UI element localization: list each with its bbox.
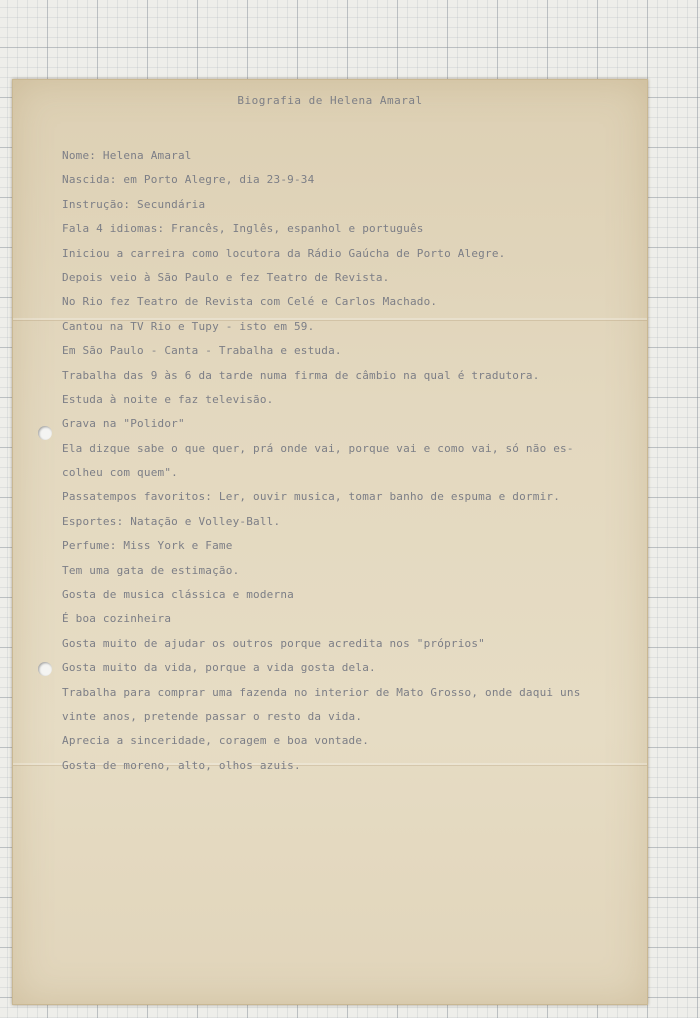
text-line: Grava na "Polidor" — [62, 417, 185, 431]
biography-text — [62, 144, 647, 778]
text-line: Nome: Helena Amaral — [62, 149, 192, 162]
text-line: Fala 4 idiomas: Francês, Inglês, espanhol e português — [62, 222, 424, 236]
text-line: É boa cozinheira — [62, 612, 172, 626]
text-line: Instrução: Secundária — [62, 197, 206, 211]
text-line: Perfume: Miss York e Fame — [62, 539, 233, 553]
text-line: Depois veio à São Paulo e fez Teatro de Revista. — [62, 270, 390, 284]
text-line: vinte anos, pretende passar o resto da vida. — [62, 709, 363, 723]
document-title: Biografia de Helena Amaral — [237, 94, 423, 107]
text-line: Em São Paulo - Canta - Trabalha e estuda. — [62, 344, 342, 358]
text-line: Trabalha para comprar uma fazenda no interior de Mato Grosso, onde daqui uns — [62, 685, 581, 699]
text-line: Esportes: Natação e Volley-Ball. — [62, 514, 281, 528]
text-line: Gosta de moreno, alto, olhos azuis. — [62, 758, 301, 772]
text-line: Ela dizque sabe o que quer, prá onde vai, porque vai e como vai, só não es- — [62, 441, 574, 455]
text-line: Cantou na TV Rio e Tupy - isto em 59. — [62, 319, 315, 333]
text-line: Estuda à noite e faz televisão. — [62, 392, 274, 406]
text-line: No Rio fez Teatro de Revista com Celé e Carlos Machado. — [62, 295, 438, 309]
text-line: colheu com quem". — [62, 466, 178, 480]
text-line: Gosta muito de ajudar os outros porque acredita nos "próprios" — [62, 636, 485, 650]
text-line: Trabalha das 9 às 6 da tarde numa firma de câmbio na qual é tradutora. — [62, 368, 540, 382]
text-line: Iniciou a carreira como locutora da Rádio Gaúcha de Porto Alegre. — [62, 246, 506, 260]
text-line: Tem uma gata de estimação. — [62, 563, 240, 577]
typewritten-sheet — [12, 79, 648, 1005]
punch-hole — [38, 426, 52, 440]
text-line: Aprecia a sinceridade, coragem e boa vontade. — [62, 734, 370, 748]
text-line: Gosta muito da vida, porque a vida gosta dela. — [62, 661, 376, 675]
text-line: Nascida: em Porto Alegre, dia 23-9-34 — [62, 173, 315, 187]
punch-hole — [38, 662, 52, 676]
text-line: Gosta de musica clássica e moderna — [62, 588, 294, 602]
text-line: Passatempos favoritos: Ler, ouvir musica, tomar banho de espuma e dormir. — [62, 490, 561, 504]
